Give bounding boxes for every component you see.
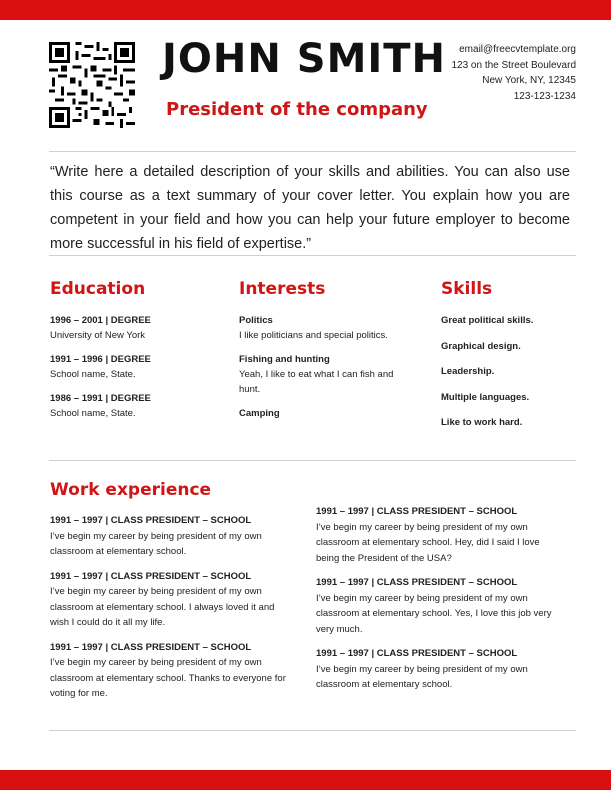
work-column-left [50,513,295,711]
work-desc: I’ve begin my career by being president of my own classroom at elementary school. [50,530,262,557]
divider-sections [49,460,576,461]
divider-summary [49,255,576,256]
work-item [316,646,561,693]
interest-name: Camping [239,408,280,419]
skill-item: Great political skills. [441,315,534,326]
work-item [50,513,295,560]
contact-block [451,42,576,104]
work-heading: 1991 – 1997 | CLASS PRESIDENT – SCHOOL [316,506,518,517]
contact-email[interactable]: email@freecvtemplate.org [459,44,576,55]
education-period: 1986 – 1991 | DEGREE [50,393,151,404]
skill-item: Leadership. [441,366,495,377]
bottom-red-bar [0,770,611,790]
education-item [50,352,220,382]
work-desc: I’ve begin my career by being president of my own classroom at elementary school. Hey, did I said I love being the President of the USA? [316,521,540,564]
interests-title: Interests [239,279,326,299]
interest-item [239,313,399,343]
work-desc: I’ve begin my career by being president of my own classroom at elementary school. Yes, I love this job very very much. [316,592,552,635]
person-name: JOHN SMITH [162,36,447,82]
work-item [316,575,561,637]
work-column-right [316,504,561,702]
summary-text: “Write here a detailed description of your skills and abilities. You can also use this course as a text summary of your cover letter. You explain how you are competent in your field and how you can help your future employer to become more successful in his field of expertise.” [50,164,570,252]
interests-list [239,313,399,430]
education-place: University of New York [50,330,146,341]
interest-name: Fishing and hunting [239,354,330,365]
work-heading: 1991 – 1997 | CLASS PRESIDENT – SCHOOL [316,648,518,659]
skill-item: Multiple languages. [441,391,530,403]
contact-phone: 123-123-1234 [513,90,576,102]
work-item [50,569,295,631]
work-heading: 1991 – 1997 | CLASS PRESIDENT – SCHOOL [50,570,252,582]
skill-item: Like to work hard. [441,417,523,428]
work-experience-title: Work experience [50,480,212,500]
skill-item: Graphical design. [441,340,521,352]
contact-street: 123 on the Street Boulevard [451,59,576,71]
contact-city: New York, NY, 12345 [482,75,576,86]
education-period: 1991 – 1996 | DEGREE [50,354,151,365]
interest-item [239,406,399,421]
education-place: School name, State. [50,408,136,419]
work-desc: I’ve begin my career by being president of my own classroom at elementary school. [316,663,528,690]
work-heading: 1991 – 1997 | CLASS PRESIDENT – SCHOOL [50,515,252,526]
education-item [50,391,220,421]
interest-desc: I like politicians and special politics. [239,330,388,341]
skills-list [441,313,533,441]
interest-desc: Yeah, I like to eat what I can fish and hunt. [239,369,394,395]
work-heading: 1991 – 1997 | CLASS PRESIDENT – SCHOOL [316,577,518,588]
education-list [50,313,220,430]
education-period: 1996 – 2001 | DEGREE [50,315,151,326]
interest-name: Politics [239,315,273,326]
education-item [50,313,220,343]
divider-bottom [49,730,576,731]
divider-top [49,151,576,152]
job-title: President of the company [166,99,428,120]
interest-item [239,352,399,397]
work-desc: I’ve begin my career by being president of my own classroom at elementary school. Thanks to everyone for voting for me. [50,657,286,699]
education-title: Education [50,279,146,299]
work-item [50,640,295,702]
work-heading: 1991 – 1997 | CLASS PRESIDENT – SCHOOL [50,641,252,653]
qr-code-image [49,42,135,128]
work-desc: I’ve begin my career by being president of my own classroom at elementary school. I always loved it and wish I could do it all my life. [50,586,275,628]
education-place: School name, State. [50,369,136,380]
top-red-bar [0,0,611,20]
work-item [316,504,561,566]
skills-title: Skills [441,279,493,299]
